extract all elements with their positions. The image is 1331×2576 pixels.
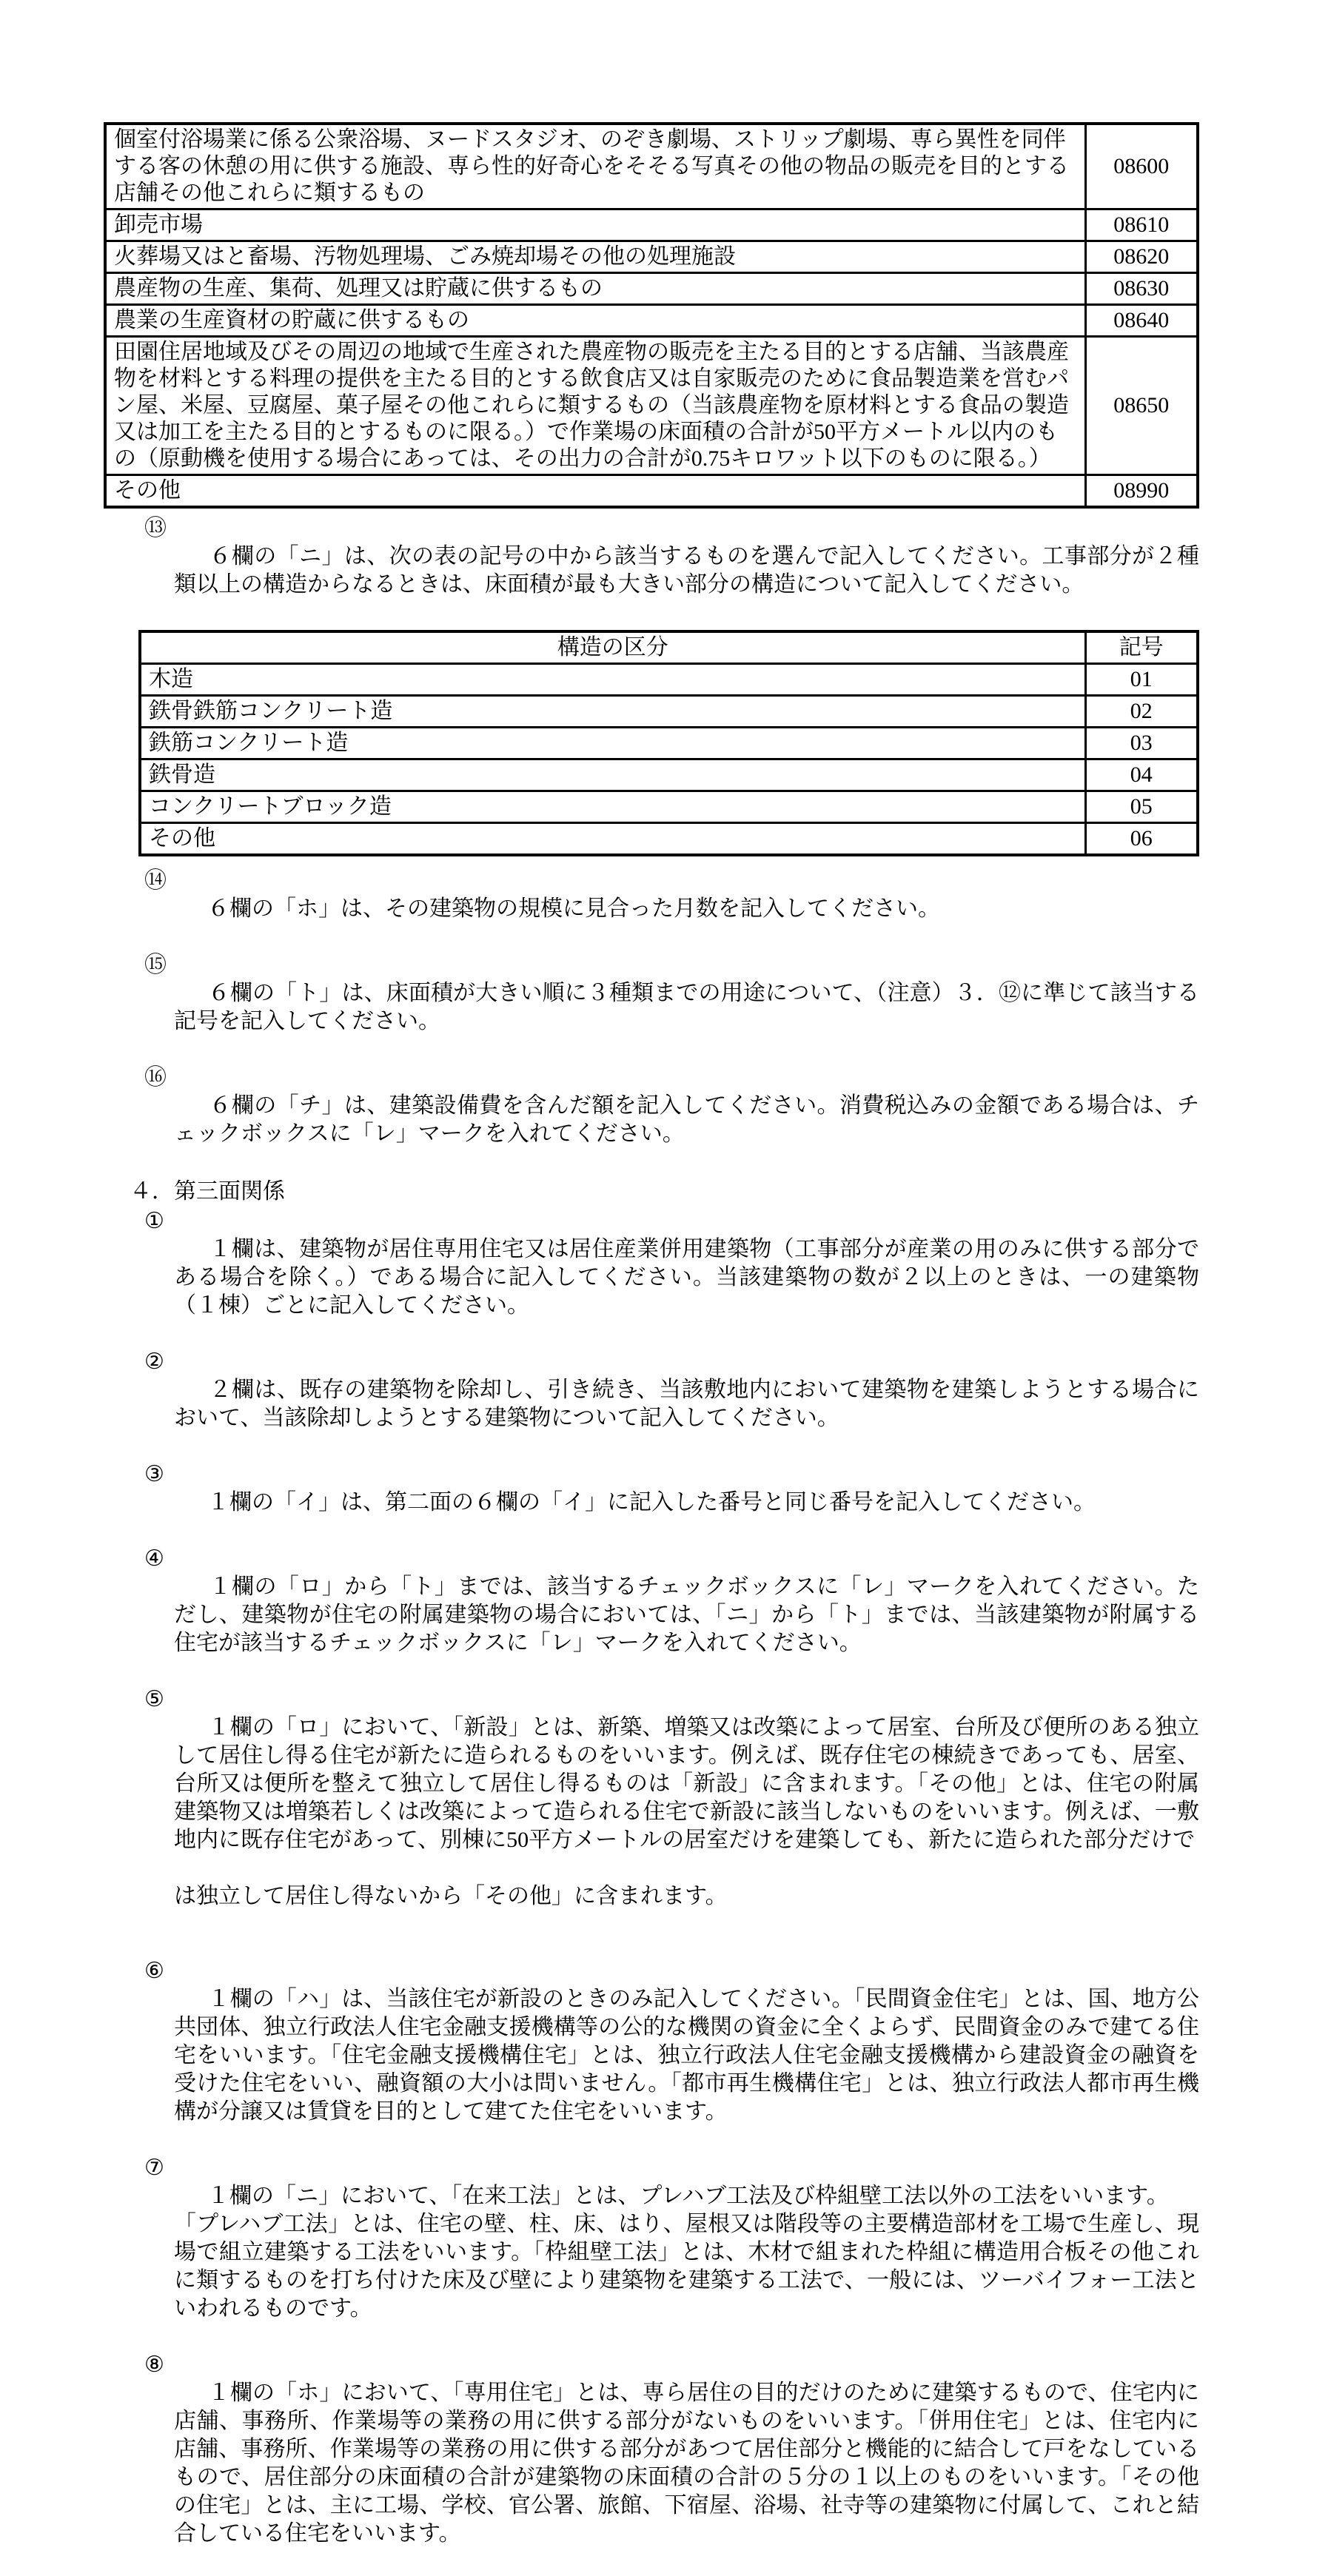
- structure-code-cell: 06: [1085, 823, 1198, 856]
- instruction-item-6: [104, 1957, 1199, 2154]
- clipped-text-line: は独立して居住し得ないから「その他」に含まれます。: [174, 1884, 728, 1908]
- table-row: [105, 124, 1198, 209]
- item-number: ⑧: [144, 2352, 164, 2377]
- table-row: [140, 791, 1198, 823]
- table-row: [140, 759, 1198, 791]
- instruction-item-2: [104, 1348, 1199, 1460]
- instruction-item-5: [104, 1686, 1199, 1957]
- note-14: [104, 867, 1199, 951]
- item-number: ⑥: [144, 1959, 164, 1983]
- item-text: ２欄は、既存の建築物を除却し、引き続き、当該敷地内において建築物を建築しようとする場合において、当該除却しようとする建築物について記入してください。: [174, 1378, 1200, 1430]
- item-text: １欄の「ホ」において、「専用住宅」とは、専ら居住の目的だけのために建築するもので、住宅内に店舗、事務所、作業場等の業務の用に供する部分がないものをいいます。「併用住宅」とは、住宅内に店舗、事務所、作業場等の業務の用に供する部分があつて居住部分と機能的に結合して戸をなしているもので、居住部分の床面積の合計が建築物の床面積の合計の５分の１以上のものをいいます。「その他の住宅」とは、主に工場、学校、官公署、旅館、下宿屋、浴場、社寺等の建築物に付属して、これと結合している住宅をいいます。: [174, 2381, 1199, 2546]
- table-header-row: [140, 631, 1198, 664]
- table-row: [105, 475, 1198, 508]
- usage-code-cell: 08640: [1085, 305, 1198, 337]
- item-text: ６欄の「ト」は、床面積が大きい順に３種類までの用途について、（注意）３．⑫に準じて該当する記号を記入してください。: [174, 981, 1199, 1033]
- structure-code-cell: 05: [1085, 791, 1198, 823]
- table-row: [105, 209, 1198, 241]
- item-number: ⑤: [144, 1687, 164, 1711]
- structure-label-cell: その他: [140, 823, 1085, 856]
- item-text: １欄の「ハ」は、当該住宅が新設のときのみ記入してください。「民間資金住宅」とは、国、地方公共団体、独立行政法人住宅金融支援機構等の公的な機関の資金に全くよらず、民間資金のみで建てる住宅をいいます。「住宅金融支援機構住宅」とは、独立行政法人住宅金融支援機構から建設資金の融資を受けた住宅をいい、融資額の大小は問いません。「都市再生機構住宅」とは、独立行政法人都市再生機構が分譲又は賃貸を目的として建てた住宅をいいます。: [174, 1987, 1200, 2124]
- usage-label-cell: 農産物の生産、集荷、処理又は貯蔵に供するもの: [105, 273, 1085, 305]
- item-number: ③: [144, 1462, 164, 1486]
- note-13: [104, 514, 1199, 627]
- item-number: ①: [144, 1209, 164, 1233]
- usage-label-cell: 火葬場又はと畜場、汚物処理場、ごみ焼却場その他の処理施設: [105, 241, 1085, 273]
- instruction-item-1: [104, 1207, 1199, 1348]
- structure-label-cell: コンクリートブロック造: [140, 791, 1085, 823]
- structure-code-cell: 04: [1085, 759, 1198, 791]
- structure-label-cell: 鉄骨鉄筋コンクリート造: [140, 696, 1085, 728]
- item-number: ⑮: [144, 953, 167, 977]
- item-text: １欄の「ニ」において、「在来工法」とは、プレハブ工法及び枠組壁工法以外の工法をいいます。 「プレハブ工法」とは、住宅の壁、柱、床、はり、屋根又は階段等の主要構造部材を工場で生産し、現場で組立建築する工法をいいます。「枠組壁工法」とは、木材で組まれた枠組に構造用合板その他これに類するものを打ち付けた床及び壁により建築物を建築する工法で、一般には、ツーバイフォー工法といわれるものです。: [174, 2184, 1199, 2321]
- usage-code-cell: 08600: [1085, 124, 1198, 209]
- structure-code-cell: 01: [1085, 664, 1198, 696]
- table-row: [105, 273, 1198, 305]
- structure-label-cell: 鉄骨造: [140, 759, 1085, 791]
- table-row: [105, 337, 1198, 475]
- table-row: [140, 696, 1198, 728]
- table-row: [140, 823, 1198, 856]
- structure-label-cell: 木造: [140, 664, 1085, 696]
- usage-label-cell: 個室付浴場業に係る公衆浴場、ヌードスタジオ、のぞき劇場、ストリップ劇場、専ら異性を同伴する客の休憩の用に供する施設、専ら性的好奇心をそそる写真その他の物品の販売を目的とする店舗その他これらに類するもの: [105, 124, 1085, 209]
- structure-code-header: 記号: [1085, 631, 1198, 664]
- structure-code-cell: 03: [1085, 728, 1198, 759]
- item-text: ６欄の「チ」は、建築設備費を含んだ額を記入してください。消費税込みの金額である場合は、チェックボックスに「レ」マークを入れてください。: [174, 1093, 1200, 1146]
- usage-code-cell: 08610: [1085, 209, 1198, 241]
- item-text: １欄の「ロ」において、「新設」とは、新築、増築又は改築によって居室、台所及び便所のある独立して居住し得る住宅が新たに造られるものをいいます。例えば、既存住宅の棟続きであっても、居室、台所又は便所を整えて独立して居住し得るものは「新設」に含まれます。「その他」とは、住宅の附属建築物又は増築若しくは改築によって造られる住宅で新設に該当しないものをいいます。例えば、一敷地内に既存住宅があって、別棟に50平方メートルの居室だけを建築しても、新たに造られた部分だけで: [174, 1715, 1199, 1852]
- item-number: ⑯: [144, 1065, 167, 1090]
- item-text: ６欄の「ホ」は、その建築物の規模に見合った月数を記入してください。: [207, 896, 940, 921]
- structure-table: [138, 630, 1199, 856]
- item-number: ②: [144, 1349, 164, 1374]
- item-text: １欄は、建築物が居住専用住宅又は居住産業併用建築物（工事部分が産業の用のみに供する部分である場合を除く。）である場合に記入してください。当該建築物の数が２以上のときは、一の建築物（１棟）ごとに記入してください。: [174, 1237, 1200, 1318]
- item-number: ⑭: [144, 868, 167, 893]
- item-number: ⑦: [144, 2156, 164, 2180]
- structure-label-cell: 鉄筋コンクリート造: [140, 728, 1085, 759]
- usage-code-cell: 08620: [1085, 241, 1198, 273]
- instruction-item-8: [104, 2351, 1199, 2576]
- table-row: [105, 305, 1198, 337]
- table-row: [140, 728, 1198, 759]
- usage-label-cell: 卸売市場: [105, 209, 1085, 241]
- table-row: [105, 241, 1198, 273]
- usage-label-cell: 農業の生産資材の貯蔵に供するもの: [105, 305, 1085, 337]
- instruction-item-3: [104, 1460, 1199, 1545]
- structure-category-header: 構造の区分: [140, 631, 1085, 664]
- usage-label-cell: その他: [105, 475, 1085, 508]
- item-number: ⑬: [144, 516, 167, 540]
- item-text: １欄の「ロ」から「ト」までは、該当するチェックボックスに「レ」マークを入れてください。ただし、建築物が住宅の附属建築物の場合においては、「ニ」から「ト」までは、当該建築物が附属する住宅が該当するチェックボックスに「レ」マークを入れてください。: [174, 1574, 1200, 1655]
- table-row: [140, 664, 1198, 696]
- note-16: [104, 1064, 1199, 1176]
- usage-label-cell: 田園住居地域及びその周辺の地域で生産された農産物の販売を主たる目的とする店舗、当該農産物を材料とする料理の提供を主たる目的とする飲食店又は自家販売のために食品製造業を営むパン屋、米屋、豆腐屋、菓子屋その他これらに類するもの（当該農産物を原材料とする食品の製造又は加工を主たる目的とするものに限る。）で作業場の床面積の合計が50平方メートル以内のもの（原動機を使用する場合にあっては、その出力の合計が0.75キロワット以下のものに限る。）: [105, 337, 1085, 475]
- instruction-item-4: [104, 1545, 1199, 1686]
- section-heading: ４．第三面関係: [130, 1179, 285, 1204]
- usage-code-cell: 08650: [1085, 337, 1198, 475]
- item-text: １欄の「イ」は、第二面の６欄の「イ」に記入した番号と同じ番号を記入してください。: [207, 1490, 1096, 1515]
- usage-code-cell: 08990: [1085, 475, 1198, 508]
- item-text: ６欄の「ニ」は、次の表の記号の中から該当するものを選んで記入してください。工事部分が２種類以上の構造からなるときは、床面積が最も大きい部分の構造について記入してください。: [174, 544, 1200, 597]
- usage-code-cell: 08630: [1085, 273, 1198, 305]
- structure-code-cell: 02: [1085, 696, 1198, 728]
- item-number: ④: [144, 1546, 164, 1571]
- note-15: [104, 951, 1199, 1064]
- instruction-item-7: [104, 2154, 1199, 2351]
- usage-code-table: [104, 122, 1199, 509]
